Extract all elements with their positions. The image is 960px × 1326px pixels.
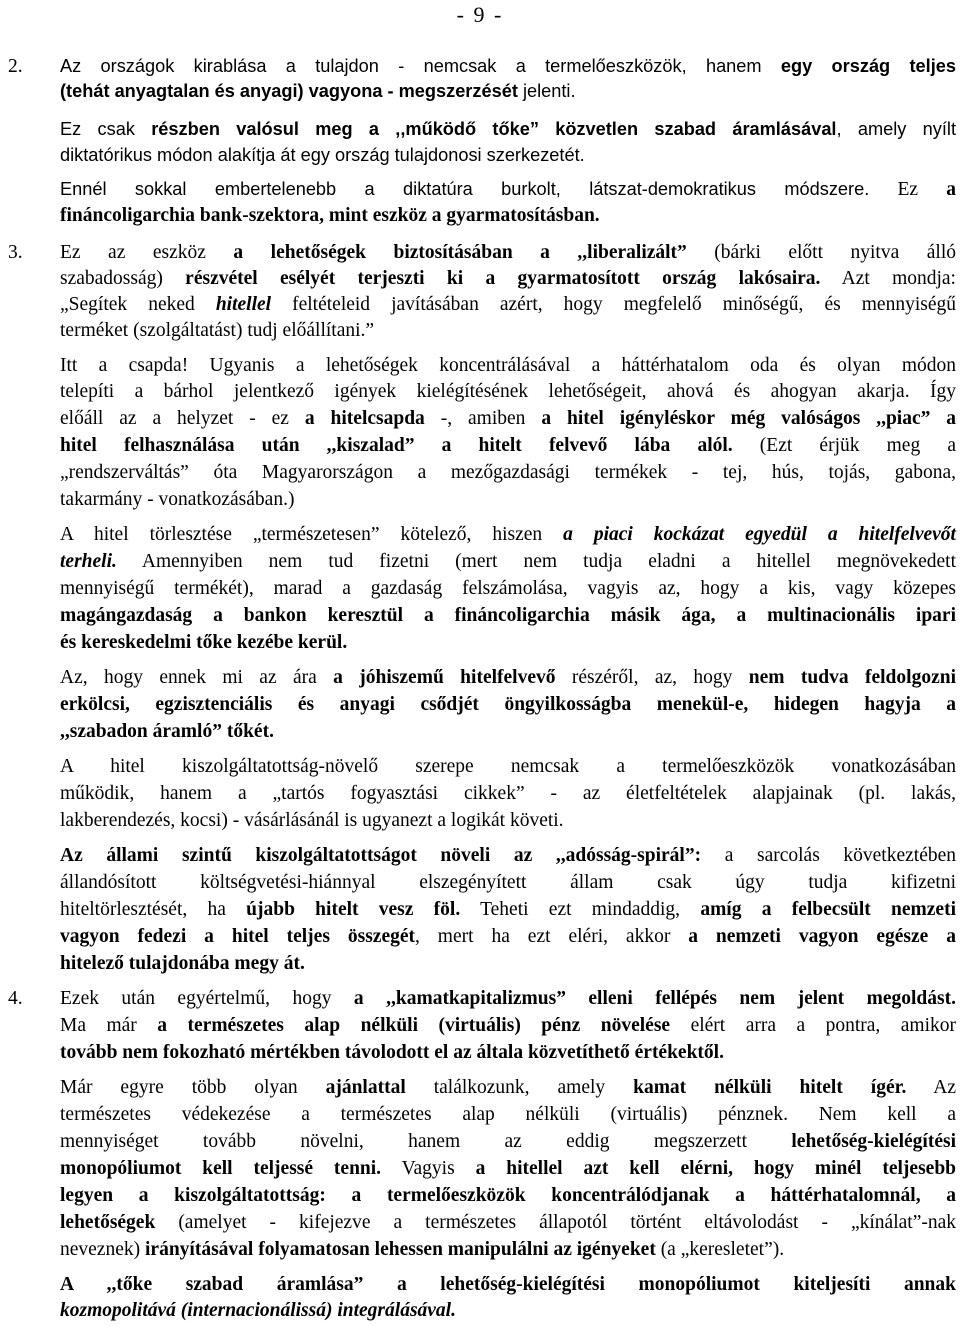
- text-line: természetes védekezése a természetes alap nélküli (virtuális) pénznek. Nem kell a: [60, 1104, 956, 1125]
- text-line: mennyiségű termékét), marad a gazdaság felszámolása, vagyis az, hogy a kis, vagy közepes: [60, 578, 956, 599]
- text-line: A hitel kiszolgáltatottság-növelő szerepe nemcsak a termelőeszközök vonatkozásában: [60, 756, 956, 777]
- text-line: lakberendezés, kocsi) - vásárlásánál is ugyanezt a logikát követi.: [60, 810, 564, 831]
- text-line: szabadosság) részvétel esélyét terjeszti ki a gyarmatosított ország lakósaira. Azt mondja:: [60, 268, 956, 289]
- text-line: lehetőségek (amelyet - kifejezve a természetes állapotól történt eltávolodást - „kínálat”-nak: [60, 1212, 956, 1233]
- text-line: Ez az eszköz a lehetőségek biztosításában a ,,liberalizált” (bárki előtt nyitva álló: [60, 242, 956, 263]
- text-line: hiteltörlesztését, ha újabb hitelt vesz föl. Teheti ezt mindaddig, amíg a felbecsült nemzeti: [60, 899, 957, 920]
- text-line: takarmány - vonatkozásában.): [60, 489, 295, 510]
- text-line: magángazdaság a bankon keresztül a fináncoligarchia másik ága, a multinacionális ipari: [60, 605, 956, 626]
- text-line: mennyiséget tovább növelni, hanem az eddig megszerzett lehetőség-kielégítési: [60, 1131, 956, 1152]
- text-line: terheli. Amennyiben nem tud fizetni (mert nem tudja eladni a hitellel megnövekedett: [60, 551, 956, 572]
- text-line: legyen a kiszolgáltatottság: a termelőeszközök koncentrálódjanak a háttérhatalomnál, a: [60, 1185, 956, 1206]
- text-line: előáll az a helyzet - ez a hitelcsapda -, amiben a hitel igényléskor még valóságos ,,piac” a: [60, 408, 957, 429]
- text-line: „rendszerváltás” óta Magyarországon a mezőgazdasági termékek - tej, hús, tojás, gabona,: [60, 462, 956, 483]
- text-line: Ennél sokkal embertelenebb a diktatúra burkolt, látszat-demokratikus módszere. Ez a: [60, 179, 956, 200]
- text-line: tovább nem fokozható mértékben távolodott el az általa közvetíthető értékektől.: [60, 1042, 724, 1063]
- text-line: ,,szabadon áramló” tőkét.: [60, 721, 274, 742]
- text-line: terméket (szolgáltatást) tudj előállítani.”: [60, 320, 375, 341]
- text-line: monopóliumot kell teljessé tenni. Vagyis a hitellel azt kell elérni, hogy minél teljesebb: [60, 1158, 957, 1179]
- item-number-2: 2.: [8, 56, 23, 77]
- text-line: A ,,tőke szabad áramlása” a lehetőség-kielégítési monopóliumot kiteljesíti annak: [60, 1274, 956, 1295]
- item-number-4: 4.: [8, 988, 23, 1009]
- item-number-3: 3.: [8, 242, 23, 263]
- text-line: A hitel törlesztése „természetesen” kötelező, hiszen a piaci kockázat egyedül a hitelfelvevőt: [60, 524, 956, 545]
- text-line: telepíti a bárhol jelentkező igények kielégítésének lehetőségeit, ahová és ahogyan akarja. Így: [60, 381, 956, 402]
- text-line: diktatórikus módon alakítja át egy ország tulajdonosi szerkezetét.: [60, 145, 585, 165]
- text-line: Ez csak részben valósul meg a ,,működő tőke” közvetlen szabad áramlásával, amely nyílt: [60, 119, 957, 139]
- text-line: kozmopolitává (internacionálissá) integrálásával.: [60, 1300, 456, 1321]
- text-line: Ezek után egyértelmű, hogy a ,,kamatkapitalizmus” elleni fellépés nem jelent megoldást.: [60, 988, 956, 1009]
- text-line: Itt a csapda! Ugyanis a lehetőségek koncentrálásával a háttérhatalom oda és olyan módon: [60, 355, 956, 376]
- text-line: és kereskedelmi tőke kezébe kerül.: [60, 632, 348, 653]
- text-line: hitelező tulajdonába megy át.: [60, 953, 305, 974]
- text-line: állandósított költségvetési-hiánnyal elszegényített állam csak úgy tudja kifizetni: [60, 872, 956, 893]
- text-line: vagyon fedezi a hitel teljes összegét, mert ha ezt eléri, akkor a nemzeti vagyon egésze a: [60, 926, 956, 947]
- text-line: Az állami szintű kiszolgáltatottságot növeli az ,,adósság-spirál”: a sarcolás következtében: [60, 845, 957, 866]
- text-line: hitel felhasználása után ,,kiszalad” a hitelt felvevő lába alól. (Ezt érjük meg a: [60, 435, 956, 456]
- page-number: - 9 -: [456, 2, 504, 27]
- text-line: fináncoligarchia bank-szektora, mint eszköz a gyarmatosításban.: [60, 205, 600, 226]
- text-line: (tehát anyagtalan és anyagi) vagyona - megszerzését jelenti.: [60, 81, 576, 101]
- text-line: Ma már a természetes alap nélküli (virtuális) pénz növelése elért arra a pontra, amikor: [60, 1015, 957, 1036]
- text-line: „Segítek neked hitellel feltételeid javításában azért, hogy megfelelő minőségű, és mennyiségű: [60, 294, 956, 315]
- text-line: Már egyre több olyan ajánlattal találkozunk, amely kamat nélküli hitelt ígér. Az: [60, 1077, 956, 1098]
- text-line: neveznek) irányításával folyamatosan lehessen manipulálni az igényeket (a „keresletet”).: [60, 1239, 785, 1260]
- text-line: működik, hanem a „tartós fogyasztási cikkek” - az életfeltételek alapjainak (pl. lakás,: [60, 783, 956, 804]
- text-line: Az országok kirablása a tulajdon - nemcsak a termelőeszközök, hanem egy ország teljes: [60, 56, 956, 76]
- text-line: erkölcsi, egzisztenciális és anyagi csődjét öngyilkosságba menekül-e, hidegen hagyja a: [60, 694, 956, 715]
- text-line: Az, hogy ennek mi az ára a jóhiszemű hitelfelvevő részéről, az, hogy nem tudva feldolgozni: [60, 667, 956, 688]
